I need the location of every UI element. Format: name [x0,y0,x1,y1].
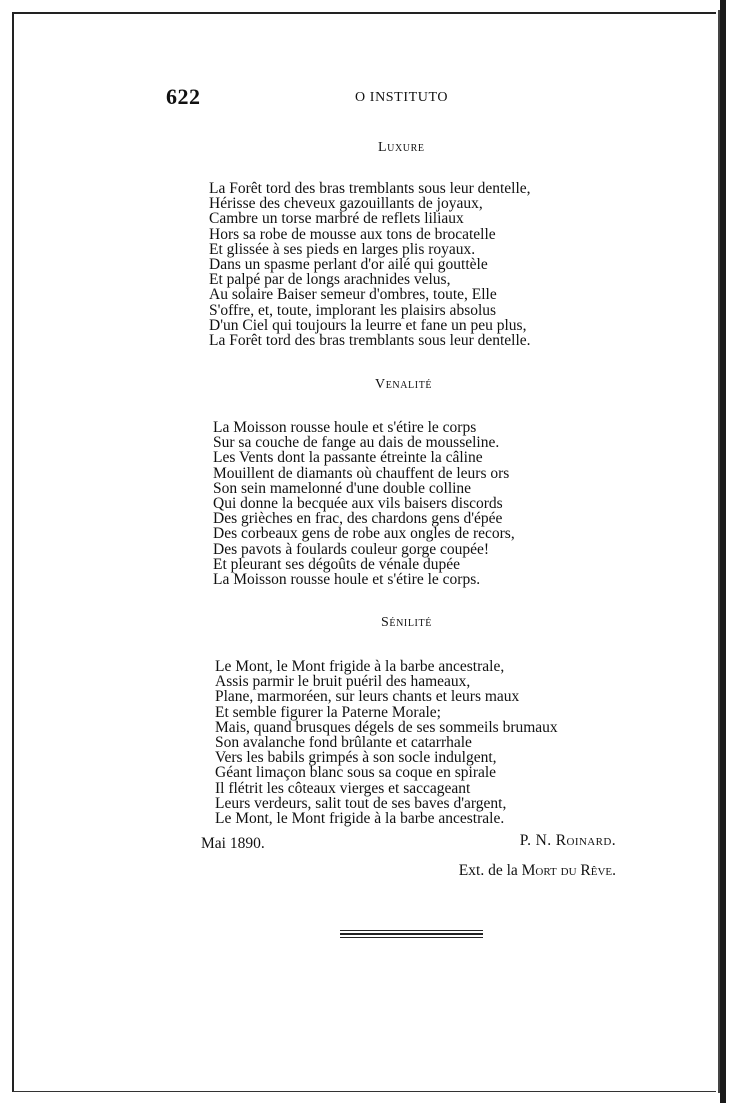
page-edge-shadow [720,0,726,1103]
poem-line: Mouillent de diamants où chauffent de leurs ors [213,464,510,482]
section-title-senilite: Sénilité [381,615,432,630]
poem-line: Son sein mamelonné d'une double colline [213,479,472,497]
poem-line: S'offre, et, toute, implorant les plaisirs absolus [209,301,497,319]
poem-line: La Moisson rousse houle et s'étire le corps [213,419,477,436]
poem-senilite [215,659,558,826]
poem-line: Sur sa couche de fange au dais de mousseline. [213,434,500,452]
source-prefix: Ext. de la [458,862,518,879]
poem-line: La Moisson rousse houle et s'étire le corps. [213,571,481,589]
running-title: O INSTITUTO [355,90,449,105]
poem-line: Qui donne la becquée aux vils baisers discords [213,495,503,513]
poem-line: Des corbeaux gens de robe aux ongles de recors, [213,525,515,543]
author-initials: P. N. [519,832,552,849]
poem-line: Cambre un torse marbré de reflets liliaux [209,210,464,228]
poem-line: Assis parmir le bruit puéril des hameaux, [215,673,471,691]
poem-line: Et palpé par de longs arachnides velus, [209,271,451,289]
poem-line: Des grièches en frac, des chardons gens d'épée [213,510,503,528]
page-number: 622 [166,84,201,109]
poem-line: Hérisse des cheveux gazouillants de joyaux, [209,195,483,213]
poem-line: Et semble figurer la Paterne Morale; [215,703,441,721]
closing-double-rule [340,930,483,938]
poem-line: La Forêt tord des bras tremblants sous leur dentelle. [209,332,531,350]
poem-line: Plane, marmoréen, sur leurs chants et leurs maux [215,688,520,706]
poem-line: Les Vents dont la passante étreinte la câline [213,449,483,467]
source-title: Mort du Rêve. [521,862,616,879]
poem-line: Hors sa robe de mousse aux tons de brocatelle [209,225,496,243]
poem-luxure [209,181,531,348]
poem-date: Mai 1890. [201,835,265,852]
poem-line: Et pleurant ses dégoûts de vénale dupée [213,555,461,573]
poem-line: Au solaire Baiser semeur d'ombres, toute, Elle [209,286,497,304]
poem-line: Leurs verdeurs, salit tout de ses baves d'argent, [215,794,507,812]
poem-line: La Forêt tord des bras tremblants sous leur dentelle, [209,180,531,197]
poem-line: D'un Ciel qui toujours la leurre et fane un peu plus, [209,316,527,334]
poem-line: Le Mont, le Mont frigide à la barbe ancestrale. [215,810,505,828]
poem-line: Il flétrit les côteaux vierges et saccageant [215,779,471,797]
poem-line: Dans un spasme perlant d'or ailé qui gouttèle [209,256,488,274]
poem-line: Vers les babils grimpés à son socle indulgent, [215,749,497,767]
author-signature [520,832,616,850]
poem-line: Le Mont, le Mont frigide à la barbe ancestrale, [215,658,505,675]
poem-line: Et glissée à ses pieds en larges plis royaux. [209,240,476,258]
section-title-venalite: Venalité [375,377,433,392]
poem-line: Géant limaçon blanc sous sa coque en spirale [215,764,497,782]
source-reference [459,862,616,880]
poem-line: Mais, quand brusques dégels de ses sommeils brumaux [215,718,558,736]
poem-line: Son avalanche fond brûlante et catarrhale [215,734,472,752]
poem-line: Des pavots à foulards couleur gorge coupée! [213,540,490,558]
section-title-luxure: Luxure [378,140,425,155]
poem-venalite [213,420,515,587]
author-surname: Roinard. [555,832,616,849]
